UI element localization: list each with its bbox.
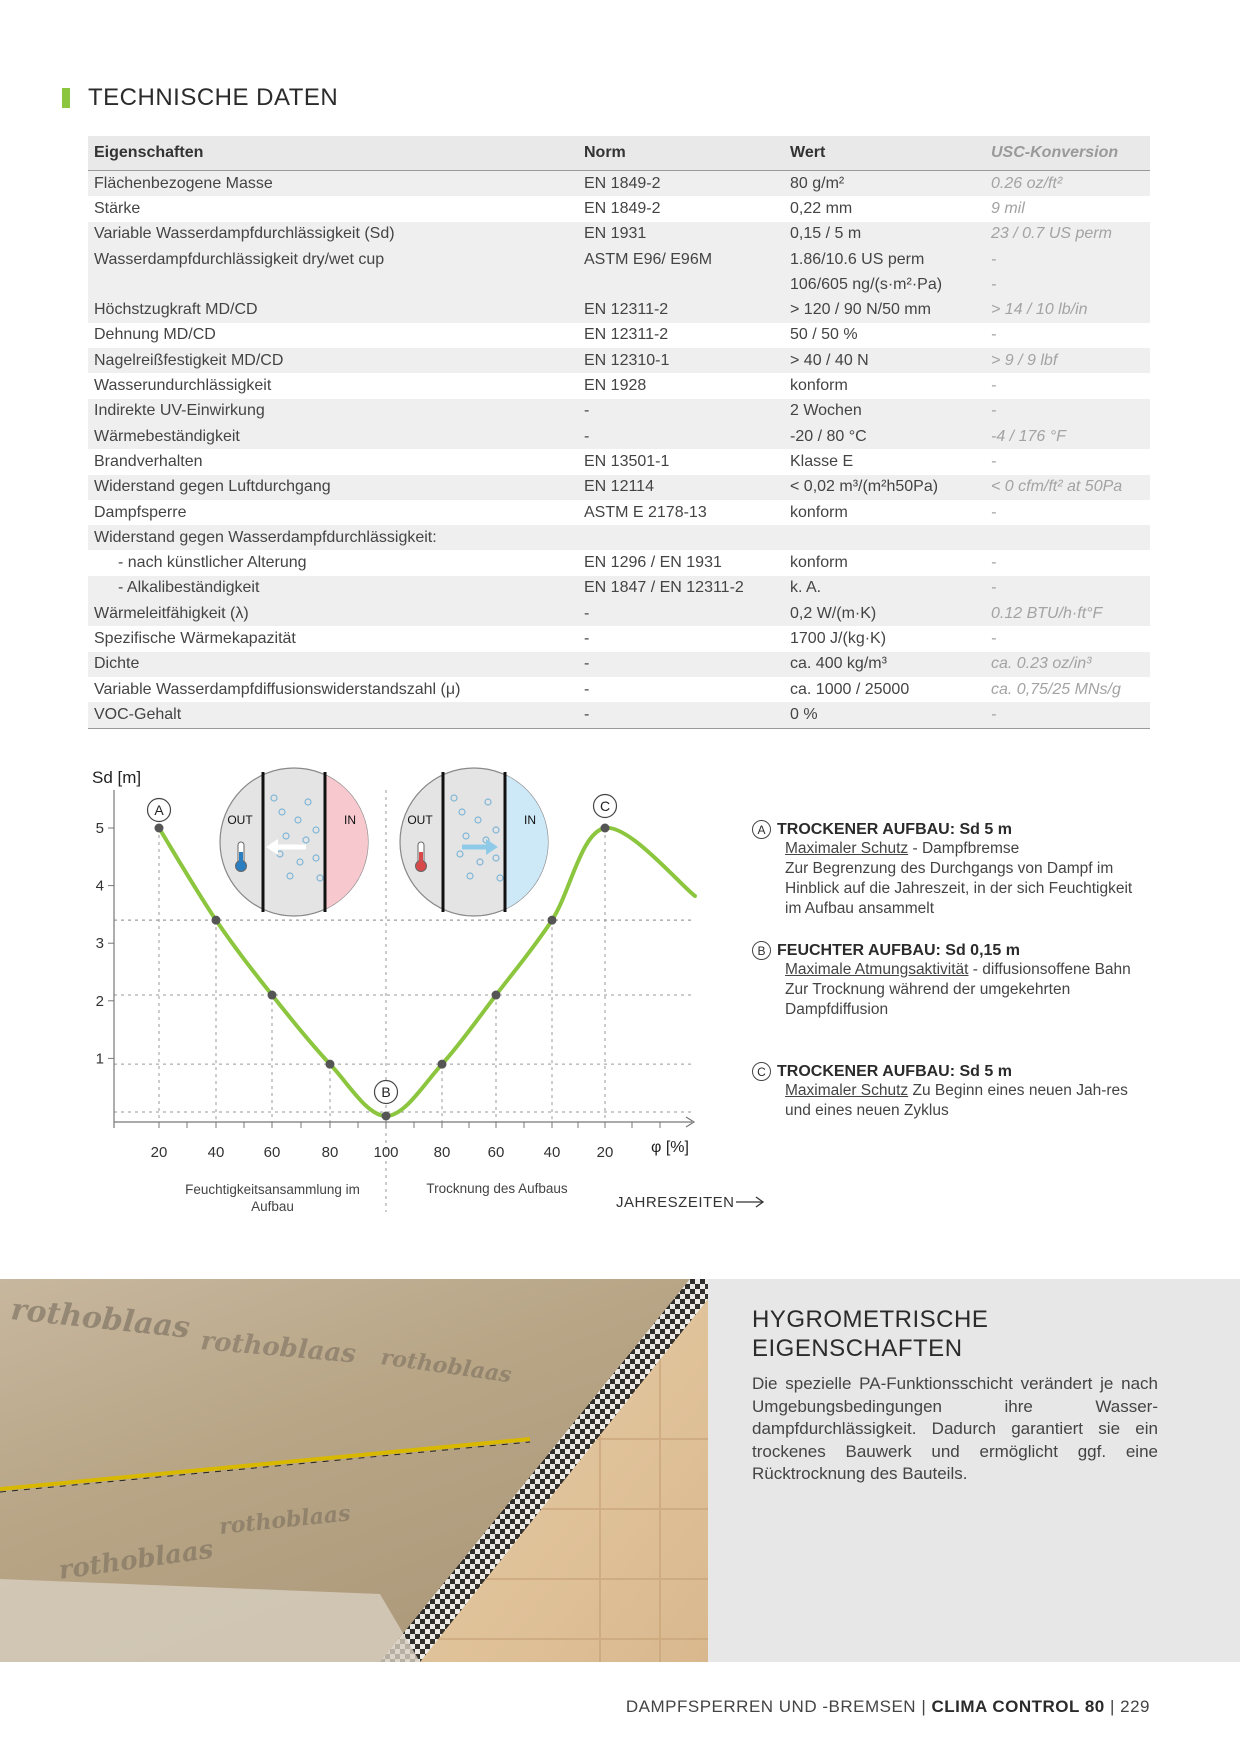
cell-property: Widerstand gegen Luftdurchgang	[88, 475, 578, 500]
cell-value: 0 %	[784, 702, 985, 728]
point-marker-label: B	[381, 1084, 391, 1100]
legend-item-b	[752, 941, 1152, 1020]
cell-norm: EN 12310-1	[578, 348, 784, 373]
brand-print: rothoblaas	[9, 1292, 192, 1346]
page-footer: DAMPFSPERREN UND -BREMSEN | CLIMA CONTROL 80 | 229	[625, 1697, 1150, 1716]
cell-property: Dichte	[88, 652, 578, 677]
cell-norm: EN 12114	[578, 475, 784, 500]
legend-rest: Zu Beginn eines neuen Jah-res und eines neuen Zyklus	[785, 1082, 1128, 1119]
cell-norm: EN 1849-2	[584, 199, 661, 217]
x-axis-label: φ [%]	[651, 1139, 689, 1156]
cell-property: Stärke	[94, 199, 141, 217]
cell-usc: -	[991, 377, 997, 395]
cell-norm: EN 12311-2	[584, 326, 669, 344]
x-tick-label: 20	[596, 1144, 614, 1161]
footer-product: CLIMA CONTROL 80	[931, 1697, 1105, 1716]
section-label-accumulation: Feuchtigkeitsansammlung im Aufbau	[185, 1182, 360, 1214]
legend-item-a	[752, 820, 1152, 919]
cell-property: Spezifische Wärmekapazität	[94, 629, 296, 647]
cell-norm: -	[578, 424, 784, 449]
hygrometric-text: Die spezielle PA-Funktionsschicht verändert je nach Umgebungsbedingungen ihre Wasser-dampfdurchlässigkeit. Dadurch garantiert sie ein trockenes Bauwerk und ermöglicht ggf. eine Rücktrocknung des Bauteils.	[752, 1374, 1158, 1483]
data-point	[155, 824, 164, 833]
cell-usc: < 0 cfm/ft² at 50Pa	[985, 475, 1150, 500]
cell-value: 106/605 ng/(s·m²·Pa)	[784, 272, 985, 297]
cell-property: Brandverhalten	[94, 452, 203, 470]
cell-value: ca. 1000 / 25000	[790, 680, 910, 698]
hygrometric-title: HYGROMETRISCHE EIGENSCHAFTEN	[752, 1306, 989, 1362]
header-norm: Norm	[578, 136, 784, 171]
brand-print: rothoblaas	[217, 1500, 352, 1540]
cell-value: -20 / 80 °C	[784, 424, 985, 449]
y-tick-label: 3	[95, 935, 104, 953]
y-axis-label: Sd [m]	[92, 768, 142, 787]
cell-usc: > 9 / 9 lbf	[985, 348, 1150, 373]
cell-property: Dampfsperre	[94, 503, 187, 521]
footer-category: DAMPFSPERREN UND -BREMSEN	[625, 1697, 917, 1716]
point-marker-label: C	[599, 798, 611, 814]
cell-norm: EN 1847 / EN 12311-2	[578, 576, 784, 601]
cell-property: Höchstzugkraft MD/CD	[88, 297, 578, 322]
product-photo	[0, 1279, 708, 1662]
cell-value: ca. 400 kg/m³	[784, 652, 985, 677]
cell-norm: -	[578, 652, 784, 677]
cell-property: Wasserdampfdurchlässigkeit dry/wet cup	[88, 247, 578, 272]
cell-norm: ASTM E96/ E96M	[578, 247, 784, 272]
cell-value: 2 Wochen	[784, 399, 985, 424]
cell-property: Dehnung MD/CD	[94, 326, 216, 344]
cell-usc: ca. 0,75/25 MNs/g	[991, 680, 1121, 698]
legend-marker: A	[752, 820, 771, 839]
cell-property: Nagelreißfestigkeit MD/CD	[88, 348, 578, 373]
legend-description: Zur Trocknung während der umgekehrten Dampfdiffusion	[785, 981, 1071, 1018]
legend-item-c	[752, 1062, 1152, 1121]
legend-link-text: Maximaler Schutz	[785, 1082, 909, 1099]
cell-value: < 0,02 m³/(m²h50Pa)	[784, 475, 985, 500]
cell-usc: > 14 / 10 lb/in	[985, 297, 1150, 322]
legend-title: FEUCHTER AUFBAU: Sd 0,15 m	[777, 941, 1020, 959]
brand-print: rothoblaas	[199, 1326, 358, 1370]
cell-value: konform	[790, 554, 848, 572]
cell-norm: ASTM E 2178-13	[584, 503, 707, 521]
cell-norm: EN 1928	[584, 377, 647, 395]
data-point	[438, 1060, 447, 1069]
cell-norm: -	[578, 702, 784, 728]
legend-rest: - Dampfbremse	[908, 840, 1020, 857]
cell-value: konform	[790, 503, 848, 521]
cell-value: > 120 / 90 N/50 mm	[784, 297, 985, 322]
roof-membrane-illustration	[0, 1279, 708, 1662]
data-point	[326, 1060, 335, 1069]
cell-usc: -	[985, 576, 1150, 601]
legend-rest: - diffusionsoffene Bahn	[968, 961, 1131, 978]
cell-usc: 9 mil	[991, 199, 1025, 217]
cell-norm: -	[578, 399, 784, 424]
section-title-text: TECHNISCHE DATEN	[88, 84, 339, 111]
cell-value: 0,2 W/(m·K)	[784, 601, 985, 626]
cell-property: Wärmeleitfähigkeit (λ)	[88, 601, 578, 626]
cell-value: > 40 / 40 N	[784, 348, 985, 373]
data-point	[268, 991, 277, 1000]
cell-usc: -	[985, 247, 1150, 272]
footer-page-number: 229	[1120, 1697, 1150, 1716]
cell-value: 80 g/m²	[784, 171, 985, 197]
cell-value: k. A.	[784, 576, 985, 601]
cell-value: 0,22 mm	[790, 199, 853, 217]
cell-property: VOC-Gehalt	[88, 702, 578, 728]
cell-usc: -	[991, 629, 997, 647]
cell-norm: -	[584, 680, 590, 698]
cell-property: - Alkalibeständigkeit	[88, 576, 578, 601]
cell-norm: -	[578, 601, 784, 626]
cell-property: Indirekte UV-Einwirkung	[88, 399, 578, 424]
x-tick-label: 100	[373, 1144, 399, 1161]
cell-property: Flächenbezogene Masse	[88, 171, 578, 197]
cell-property: Widerstand gegen Wasserdampfdurchlässigkeit:	[88, 525, 578, 550]
legend-link-text: Maximaler Schutz	[785, 840, 909, 857]
x-tick-label: 20	[150, 1144, 168, 1161]
data-point	[548, 916, 557, 925]
x-tick-label: 60	[487, 1144, 505, 1161]
cell-value: 50 / 50 %	[790, 326, 858, 344]
cell-property: Variable Wasserdampfdurchlässigkeit (Sd)	[88, 222, 578, 247]
y-tick-label: 2	[95, 992, 104, 1010]
cell-property: Variable Wasserdampfdiffusionswiderstandszahl (μ)	[94, 680, 461, 698]
inset-in-zone	[505, 768, 565, 916]
cell-usc: 23 / 0.7 US perm	[985, 222, 1150, 247]
y-tick-label: 4	[95, 877, 104, 895]
legend-link-text: Maximale Atmungsaktivität	[785, 961, 969, 978]
data-point	[382, 1112, 391, 1121]
data-point	[601, 824, 610, 833]
cell-norm: EN 1849-2	[578, 171, 784, 197]
legend-marker: B	[752, 941, 771, 960]
cell-value: 1.86/10.6 US perm	[784, 247, 985, 272]
cell-usc: -	[991, 326, 997, 344]
cell-usc: -	[991, 554, 997, 572]
y-tick-label: 1	[95, 1050, 104, 1068]
header-usc: USC-Konversion	[985, 136, 1150, 171]
cell-usc: -	[985, 399, 1150, 424]
x-tick-label: 40	[207, 1144, 225, 1161]
cell-usc: -	[991, 503, 997, 521]
y-tick-label: 5	[95, 820, 104, 837]
thermometer-icon	[239, 852, 243, 864]
cell-usc: -	[985, 702, 1150, 728]
header-value: Wert	[784, 136, 985, 171]
cell-value: 1700 J/(kg·K)	[790, 629, 887, 647]
brand-print: rothoblaas	[379, 1344, 514, 1389]
inset-in-zone	[325, 768, 385, 916]
hygrometric-properties-box	[708, 1279, 1240, 1662]
cell-property: - nach künstlicher Alterung	[118, 554, 307, 572]
inset-out-label: OUT	[407, 813, 433, 827]
cell-usc: -	[985, 272, 1150, 297]
cell-norm: EN 13501-1	[584, 452, 670, 470]
cell-norm: EN 1296 / EN 1931	[584, 554, 722, 572]
cell-value: 0,15 / 5 m	[784, 222, 985, 247]
legend-description: Zur Begrenzung des Durchgangs von Dampf im Hinblick auf die Jahreszeit, in der sich Feuchtigkeit im Aufbau ansammelt	[785, 860, 1133, 917]
cell-property: Wasserundurchlässigkeit	[94, 377, 272, 395]
cell-norm: -	[584, 629, 590, 647]
inset-in-label: IN	[524, 813, 536, 827]
data-point	[492, 991, 501, 1000]
inset-out-label: OUT	[227, 813, 253, 827]
cell-value: Klasse E	[790, 452, 854, 470]
cell-norm: EN 1931	[578, 222, 784, 247]
inset-in-label: IN	[344, 813, 356, 827]
section-label-drying: Trocknung des Aufbaus	[426, 1181, 568, 1196]
x-tick-label: 40	[543, 1144, 561, 1161]
brand-print: rothoblaas	[56, 1534, 216, 1586]
cell-usc: -	[991, 452, 997, 470]
cell-usc: ca. 0.23 oz/in³	[985, 652, 1150, 677]
thermometer-icon	[419, 852, 423, 864]
data-point	[212, 916, 221, 925]
legend-marker: C	[752, 1062, 771, 1081]
x-tick-label: 80	[321, 1144, 339, 1161]
cell-value: konform	[790, 377, 848, 395]
x-tick-label: 80	[433, 1144, 451, 1161]
seasons-label: JAHRESZEITEN	[616, 1194, 735, 1211]
cell-norm: EN 12311-2	[578, 297, 784, 322]
legend-title: TROCKENER AUFBAU: Sd 5 m	[777, 820, 1012, 838]
cell-usc: 0.26 oz/ft²	[985, 171, 1150, 197]
cell-property: Wärmebeständigkeit	[88, 424, 578, 449]
point-marker-label: A	[154, 802, 164, 818]
legend-title: TROCKENER AUFBAU: Sd 5 m	[777, 1062, 1012, 1080]
header-property: Eigenschaften	[88, 136, 578, 171]
cell-usc: -4 / 176 °F	[985, 424, 1150, 449]
x-tick-label: 60	[263, 1144, 281, 1161]
cell-usc: 0.12 BTU/h·ft°F	[985, 601, 1150, 626]
